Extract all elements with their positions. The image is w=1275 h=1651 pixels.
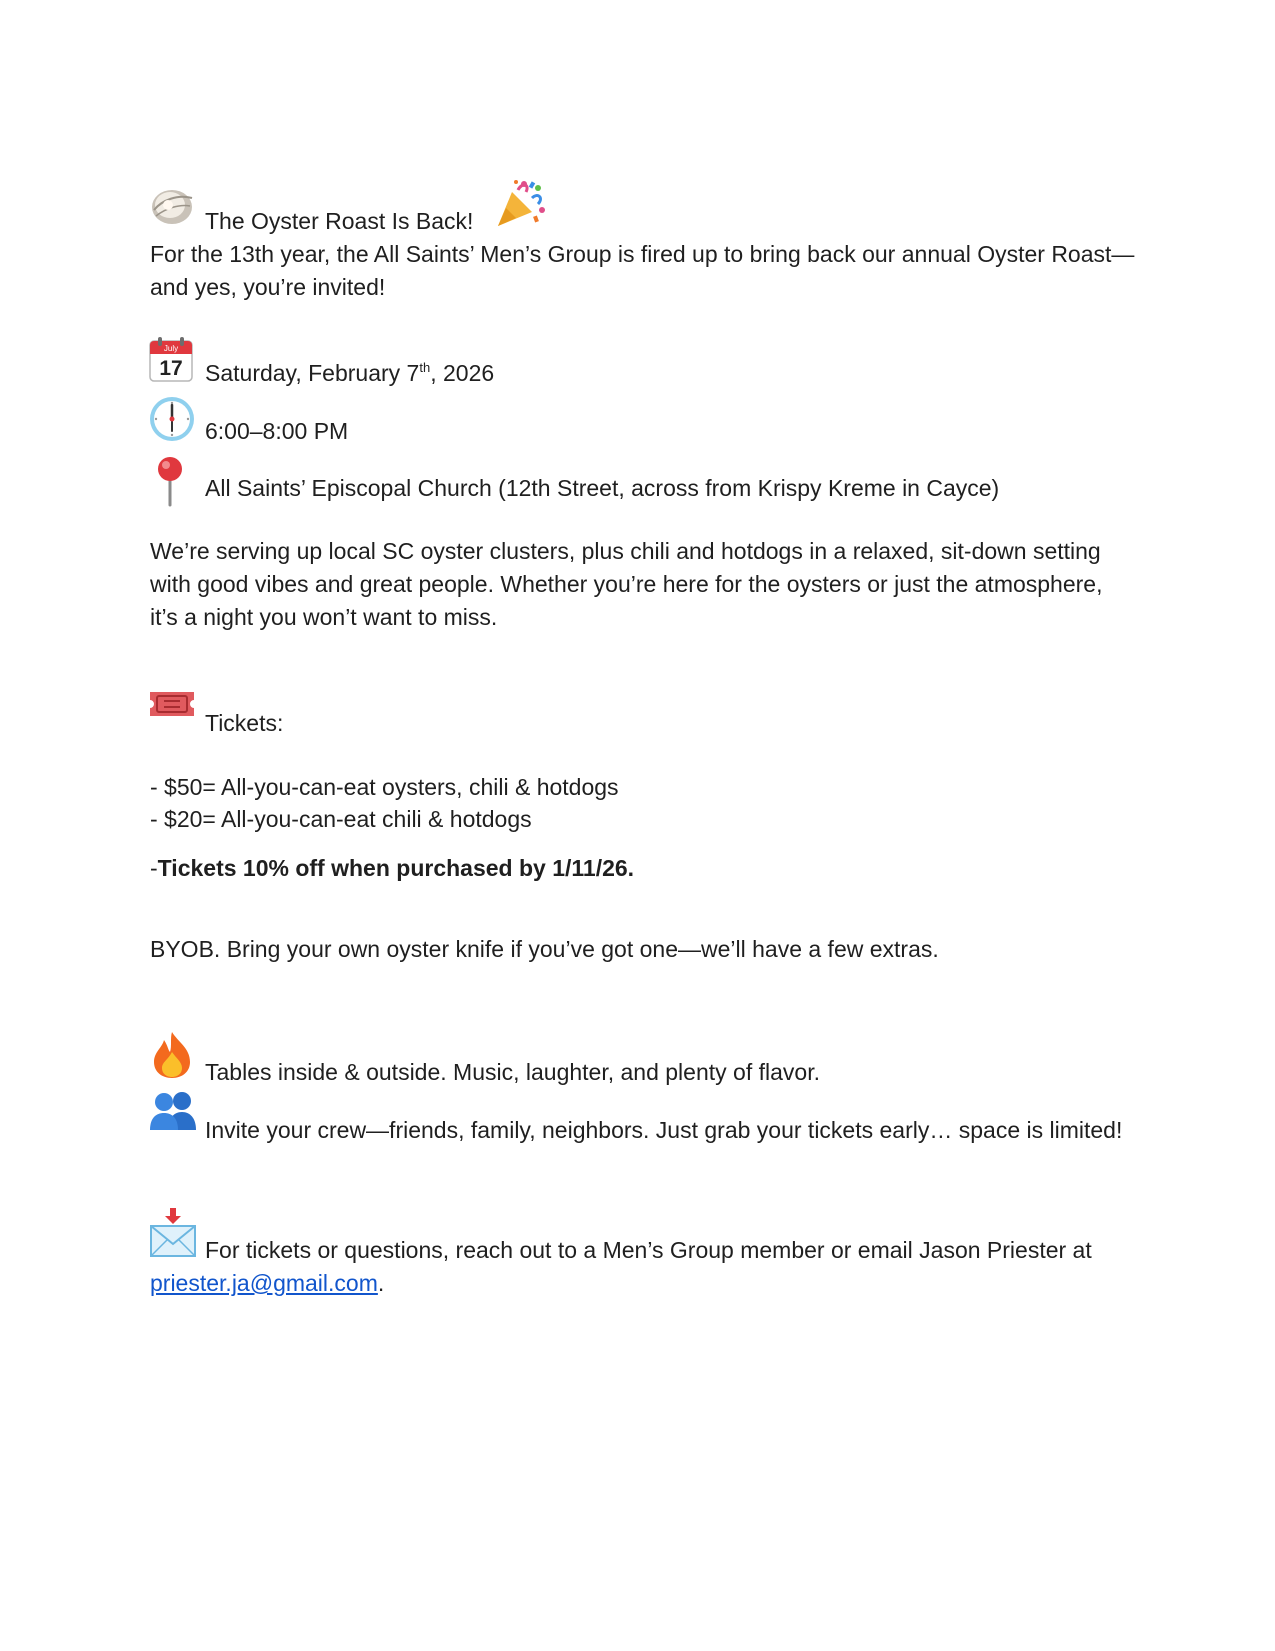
byob-note: BYOB. Bring your own oyster knife if you’ve got one—we’ll have a few extras. bbox=[150, 936, 939, 962]
event-location: All Saints’ Episcopal Church (12th Street, across from Krispy Kreme in Cayce) bbox=[205, 475, 1000, 501]
ticket-option-chili: - $20= All-you-can-eat chili & hotdogs bbox=[150, 806, 532, 832]
event-title: The Oyster Roast Is Back! bbox=[205, 208, 474, 234]
ticket-icon bbox=[148, 688, 196, 720]
discount-dash: - bbox=[150, 855, 158, 881]
clock-icon bbox=[148, 395, 196, 443]
calendar-icon-month: July bbox=[163, 344, 179, 353]
contact-text: For tickets or questions, reach out to a Men’s Group member or email Jason Priester at bbox=[205, 1237, 1092, 1263]
contact-period: . bbox=[377, 1270, 385, 1296]
tickets-heading: Tickets: bbox=[205, 710, 284, 736]
ticket-discount bbox=[150, 852, 1130, 885]
fire-icon bbox=[150, 1030, 194, 1080]
description-paragraph: We’re serving up local SC oyster clusters, plus chili and hotdogs in a relaxed, sit-down setting with good vibes and great people. Whether you’re here for the oysters or just the atmosphere, it’s a night you won’t want to miss. bbox=[150, 538, 1103, 630]
party-popper-icon bbox=[494, 178, 546, 230]
calendar-icon bbox=[148, 337, 194, 383]
calendar-icon-day: 17 bbox=[159, 357, 183, 380]
discount-text: Tickets 10% off when purchased by 1/11/26. bbox=[157, 855, 635, 881]
event-time: 6:00–8:00 PM bbox=[205, 418, 349, 444]
contact-paragraph bbox=[150, 1234, 1135, 1300]
oyster-icon bbox=[148, 180, 196, 228]
invite-note: Invite your crew—friends, family, neighbors. Just grab your tickets early… space is limited! bbox=[205, 1117, 1123, 1143]
intro-paragraph: For the 13th year, the All Saints’ Men’s Group is fired up to bring back our annual Oyster Roast—and yes, you’re invited! bbox=[150, 241, 1135, 300]
date-year: , 2026 bbox=[430, 360, 495, 386]
event-date bbox=[205, 357, 1185, 390]
email-link[interactable]: priester.ja@gmail.com bbox=[150, 1270, 378, 1296]
ticket-option-oysters: - $50= All-you-can-eat oysters, chili & hotdogs bbox=[150, 774, 619, 800]
tables-note: Tables inside & outside. Music, laughter, and plenty of flavor. bbox=[205, 1059, 820, 1085]
date-ordinal: th bbox=[419, 360, 431, 375]
round-pushpin-icon bbox=[150, 455, 190, 507]
date-main: Saturday, February 7 bbox=[205, 360, 420, 386]
